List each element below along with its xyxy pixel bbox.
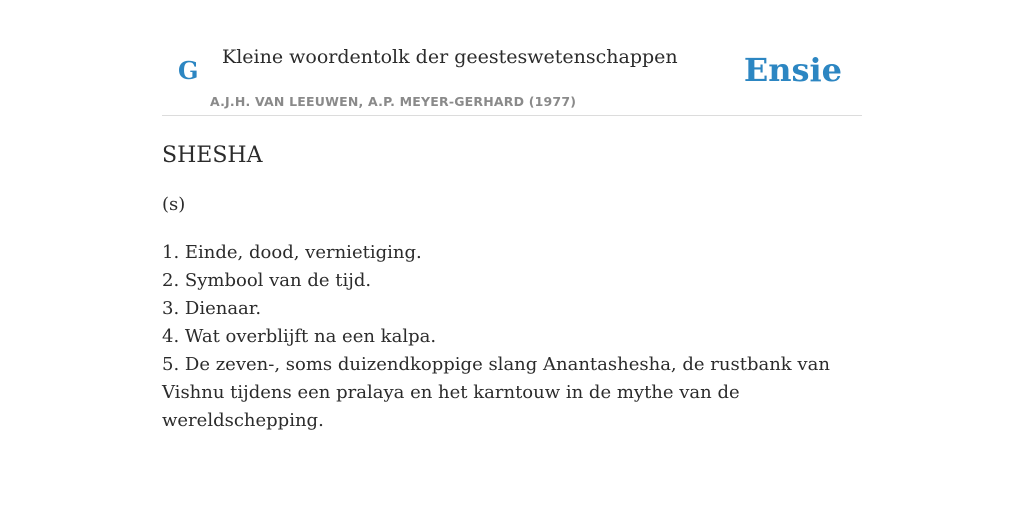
- headword: SHESHA: [162, 143, 263, 168]
- definition-item: 4. Wat overblijft na een kalpa.: [162, 326, 437, 347]
- page: [162, 0, 862, 435]
- definition-list: [162, 239, 862, 435]
- definition-item: 5. De zeven-, soms duizendkoppige slang Anantashesha, de rustbank van Vishnu tijdens een pralaya en het karntouw in de mythe van de wereldschepping.: [162, 354, 830, 431]
- ensie-logo[interactable]: Ensie: [743, 51, 842, 89]
- book-authors: A.J.H. VAN LEEUWEN, A.P. MEYER-GERHARD (1977): [210, 94, 577, 109]
- header: [162, 44, 862, 116]
- definition-item: 2. Symbool van de tijd.: [162, 270, 372, 291]
- definition-item: 1. Einde, dood, vernietiging.: [162, 242, 422, 263]
- book-title[interactable]: Kleine woordentolk der geesteswetenschappen: [222, 46, 678, 68]
- book-logo[interactable]: G: [178, 56, 199, 85]
- part-of-speech: (s): [162, 194, 186, 215]
- definition-item: 3. Dienaar.: [162, 298, 262, 319]
